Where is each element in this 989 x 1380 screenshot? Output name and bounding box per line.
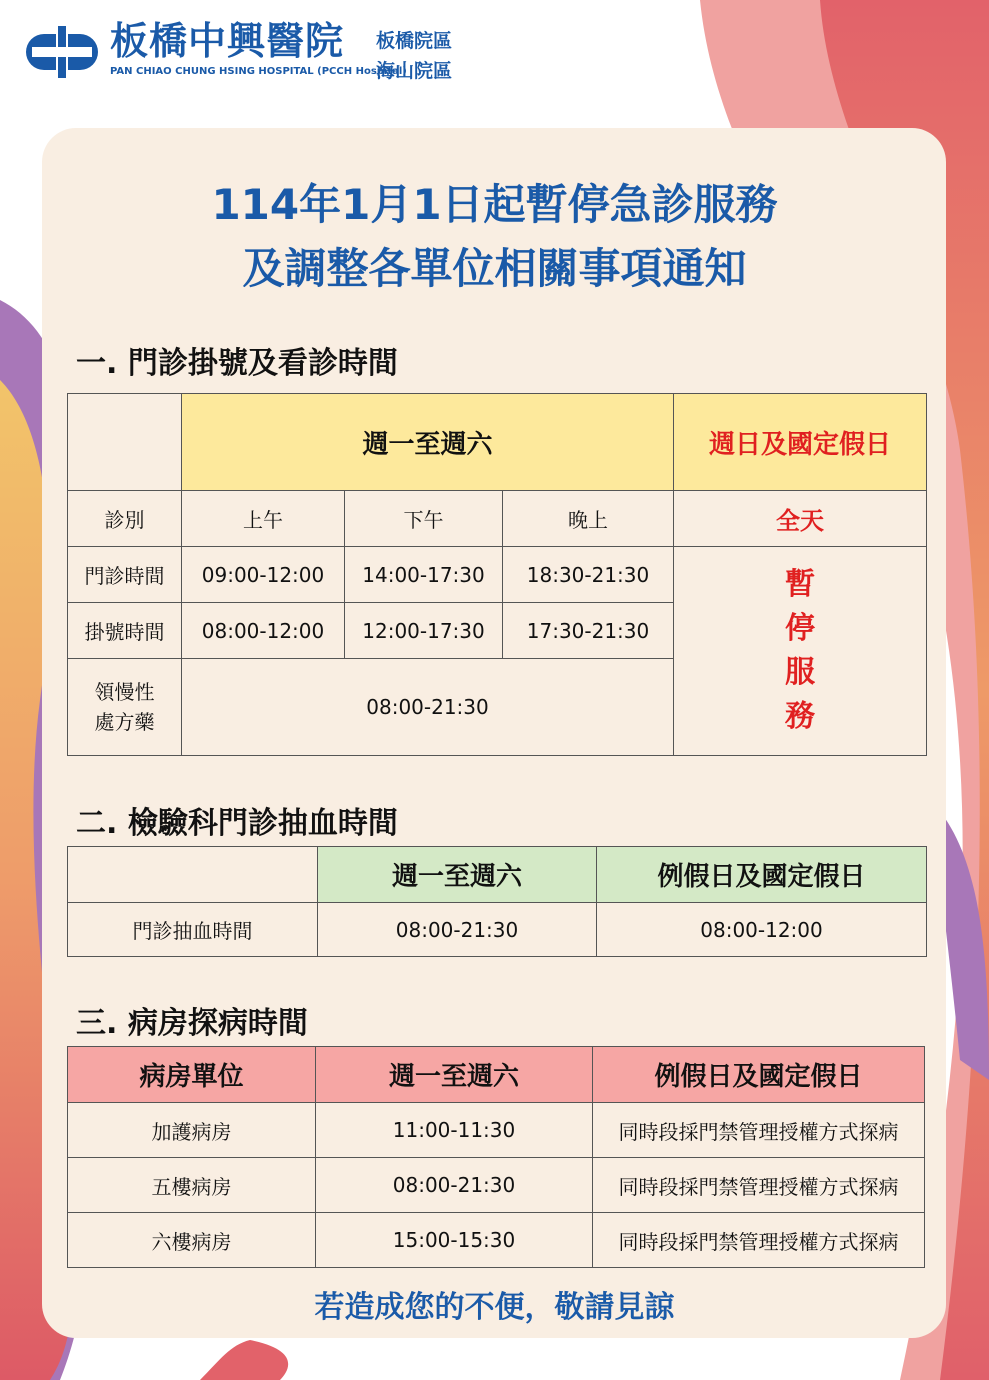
register-time-afternoon: 12:00-17:30 xyxy=(345,603,503,659)
ward-unit: 六樓病房 xyxy=(68,1213,316,1268)
ward-unit: 加護病房 xyxy=(68,1103,316,1158)
blood-draw-table xyxy=(67,846,927,957)
suspended-char: 務 xyxy=(785,699,815,734)
register-time-label: 掛號時間 xyxy=(68,603,182,659)
type-label: 診別 xyxy=(68,491,182,547)
weekday-header: 週一至週六 xyxy=(316,1047,593,1103)
hospital-name: 板橋中興醫院 xyxy=(110,19,345,63)
table-row xyxy=(68,1158,925,1213)
ward-holiday-note: 同時段採門禁管理授權方式探病 xyxy=(593,1103,925,1158)
suspended-char: 服 xyxy=(785,655,815,690)
hospital-name-en: PAN CHIAO CHUNG HSING HOSPITAL (PCCH Hospital) xyxy=(110,66,407,77)
ward-unit: 五樓病房 xyxy=(68,1158,316,1213)
ward-weekday-time: 15:00-15:30 xyxy=(316,1213,593,1268)
weekday-header: 週一至週六 xyxy=(318,847,597,903)
notice-title-line1: 114年1月1日起暫停急診服務 xyxy=(211,180,778,229)
weekday-header: 週一至週六 xyxy=(182,394,674,491)
suspended-service xyxy=(674,547,927,756)
blood-draw-label: 門診抽血時間 xyxy=(68,903,318,957)
notice-title-line2: 及調整各單位相關事項通知 xyxy=(242,244,747,293)
section1-heading: 一. 門診掛號及看診時間 xyxy=(76,346,398,381)
ward-weekday-time: 11:00-11:30 xyxy=(316,1103,593,1158)
campus-banqiao: 板橋院區 xyxy=(376,30,453,52)
holiday-header: 週日及國定假日 xyxy=(674,394,927,491)
chronic-label-line1: 領慢性 xyxy=(94,680,155,704)
clinic-time-morning: 09:00-12:00 xyxy=(182,547,345,603)
ward-weekday-time: 08:00-21:30 xyxy=(316,1158,593,1213)
blood-draw-weekday-time: 08:00-21:30 xyxy=(318,903,597,957)
afternoon-label: 下午 xyxy=(345,491,503,547)
table-row xyxy=(68,1103,925,1158)
suspended-char: 暫 xyxy=(785,567,815,602)
table-row xyxy=(68,1213,925,1268)
evening-label: 晚上 xyxy=(503,491,674,547)
holiday-header: 例假日及國定假日 xyxy=(593,1047,925,1103)
morning-label: 上午 xyxy=(182,491,345,547)
chronic-prescription-label xyxy=(68,659,182,756)
ward-holiday-note: 同時段採門禁管理授權方式探病 xyxy=(593,1158,925,1213)
blank-cell xyxy=(68,394,182,491)
all-day-label: 全天 xyxy=(674,491,927,547)
suspended-char: 停 xyxy=(785,611,815,646)
register-time-evening: 17:30-21:30 xyxy=(503,603,674,659)
campus-haishan: 海山院區 xyxy=(376,60,453,82)
chronic-prescription-time: 08:00-21:30 xyxy=(182,659,674,756)
blank-cell xyxy=(68,847,318,903)
apology-footer: 若造成您的不便，敬請見諒 xyxy=(314,1290,675,1325)
holiday-header: 例假日及國定假日 xyxy=(597,847,927,903)
hospital-logo-icon xyxy=(26,26,98,78)
clinic-time-evening: 18:30-21:30 xyxy=(503,547,674,603)
section3-heading: 三. 病房探病時間 xyxy=(76,1006,308,1041)
section2-heading: 二. 檢驗科門診抽血時間 xyxy=(76,806,398,841)
blood-draw-holiday-time: 08:00-12:00 xyxy=(597,903,927,957)
clinic-time-afternoon: 14:00-17:30 xyxy=(345,547,503,603)
visiting-hours-table xyxy=(67,1046,925,1268)
chronic-label-line2: 處方藥 xyxy=(94,710,155,734)
clinic-time-label: 門診時間 xyxy=(68,547,182,603)
outpatient-schedule-table xyxy=(67,393,927,756)
ward-holiday-note: 同時段採門禁管理授權方式探病 xyxy=(593,1213,925,1268)
unit-header: 病房單位 xyxy=(68,1047,316,1103)
register-time-morning: 08:00-12:00 xyxy=(182,603,345,659)
